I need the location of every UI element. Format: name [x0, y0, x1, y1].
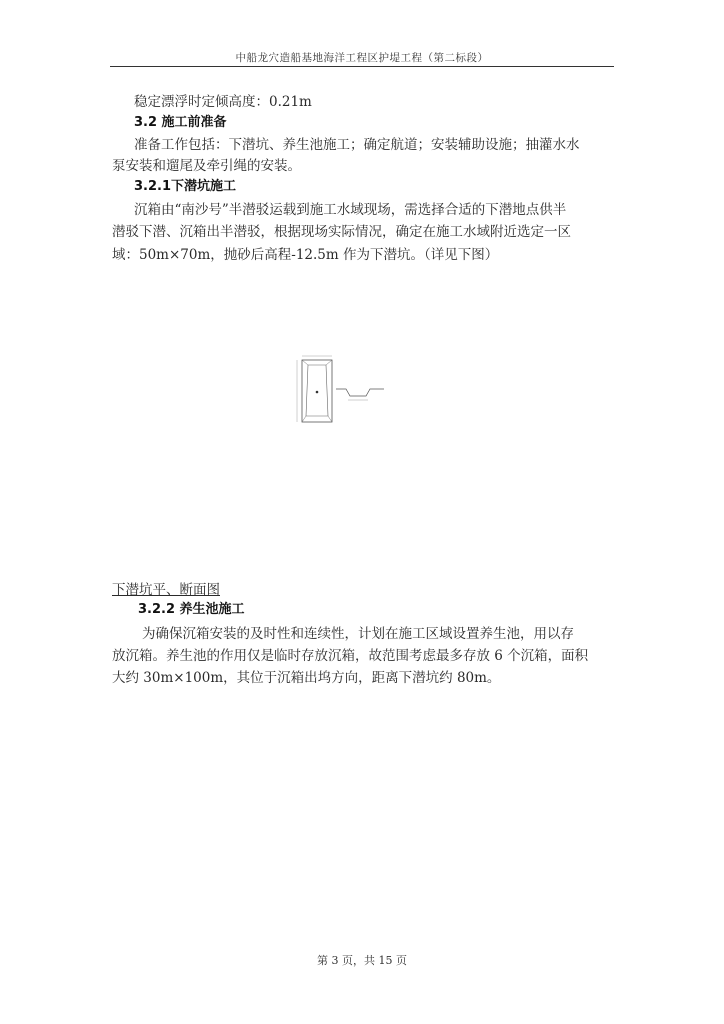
pit-paragraph-line-1: 沉箱由“南沙号”半潜驳运载到施工水域现场，需选择合适的下潜地点供半	[134, 202, 567, 218]
prep-paragraph-line-2: 泵安装和遛尾及牵引绳的安装。	[112, 158, 301, 174]
slope-line	[328, 416, 332, 422]
pool-paragraph-line-2: 放沉箱。养生池的作用仅是临时存放沉箱，故范围考虑最多存放 6 个沉箱，面积	[112, 648, 589, 664]
slope-line	[302, 360, 308, 365]
slope-line	[302, 416, 306, 422]
figure-caption: 下潜坑平、断面图	[112, 582, 220, 598]
pit-inner-outline	[306, 365, 328, 416]
pit-drawing	[292, 352, 392, 430]
page-footer: 第 3 页，共 15 页	[317, 954, 407, 967]
stability-line: 稳定漂浮时定倾高度：0.21m	[134, 94, 312, 110]
pool-paragraph-line-1: 为确保沉箱安装的及时性和连续性，计划在施工区域设置养生池，用以存	[142, 626, 574, 642]
pit-plan-section-figure	[292, 352, 392, 430]
section-heading-3-2: 3.2 施工前准备	[134, 115, 227, 130]
section-heading-3-2-1: 3.2.1下潜坑施工	[134, 179, 237, 194]
pit-center-marker	[316, 391, 319, 394]
prep-paragraph-line-1: 准备工作包括：下潜坑、养生池施工；确定航道；安装辅助设施；抽灌水水	[134, 137, 580, 153]
section-heading-3-2-2: 3.2.2 养生池施工	[138, 602, 245, 617]
section-profile	[336, 389, 384, 396]
pool-paragraph-line-3: 大约 30m×100m，其位于沉箱出坞方向，距离下潜坑约 80m。	[112, 670, 501, 686]
page-header: 中船龙穴造船基地海洋工程区护堤工程（第二标段）	[235, 52, 489, 64]
pit-paragraph-line-3: 域：50m×70m，抛砂后高程-12.5m 作为下潜坑。（详见下图）	[112, 247, 499, 263]
slope-line	[326, 360, 332, 365]
pit-paragraph-line-2: 潜驳下潜、沉箱出半潜驳，根据现场实际情况，确定在施工水域附近选定一区	[112, 224, 571, 240]
header-rule	[110, 66, 614, 67]
